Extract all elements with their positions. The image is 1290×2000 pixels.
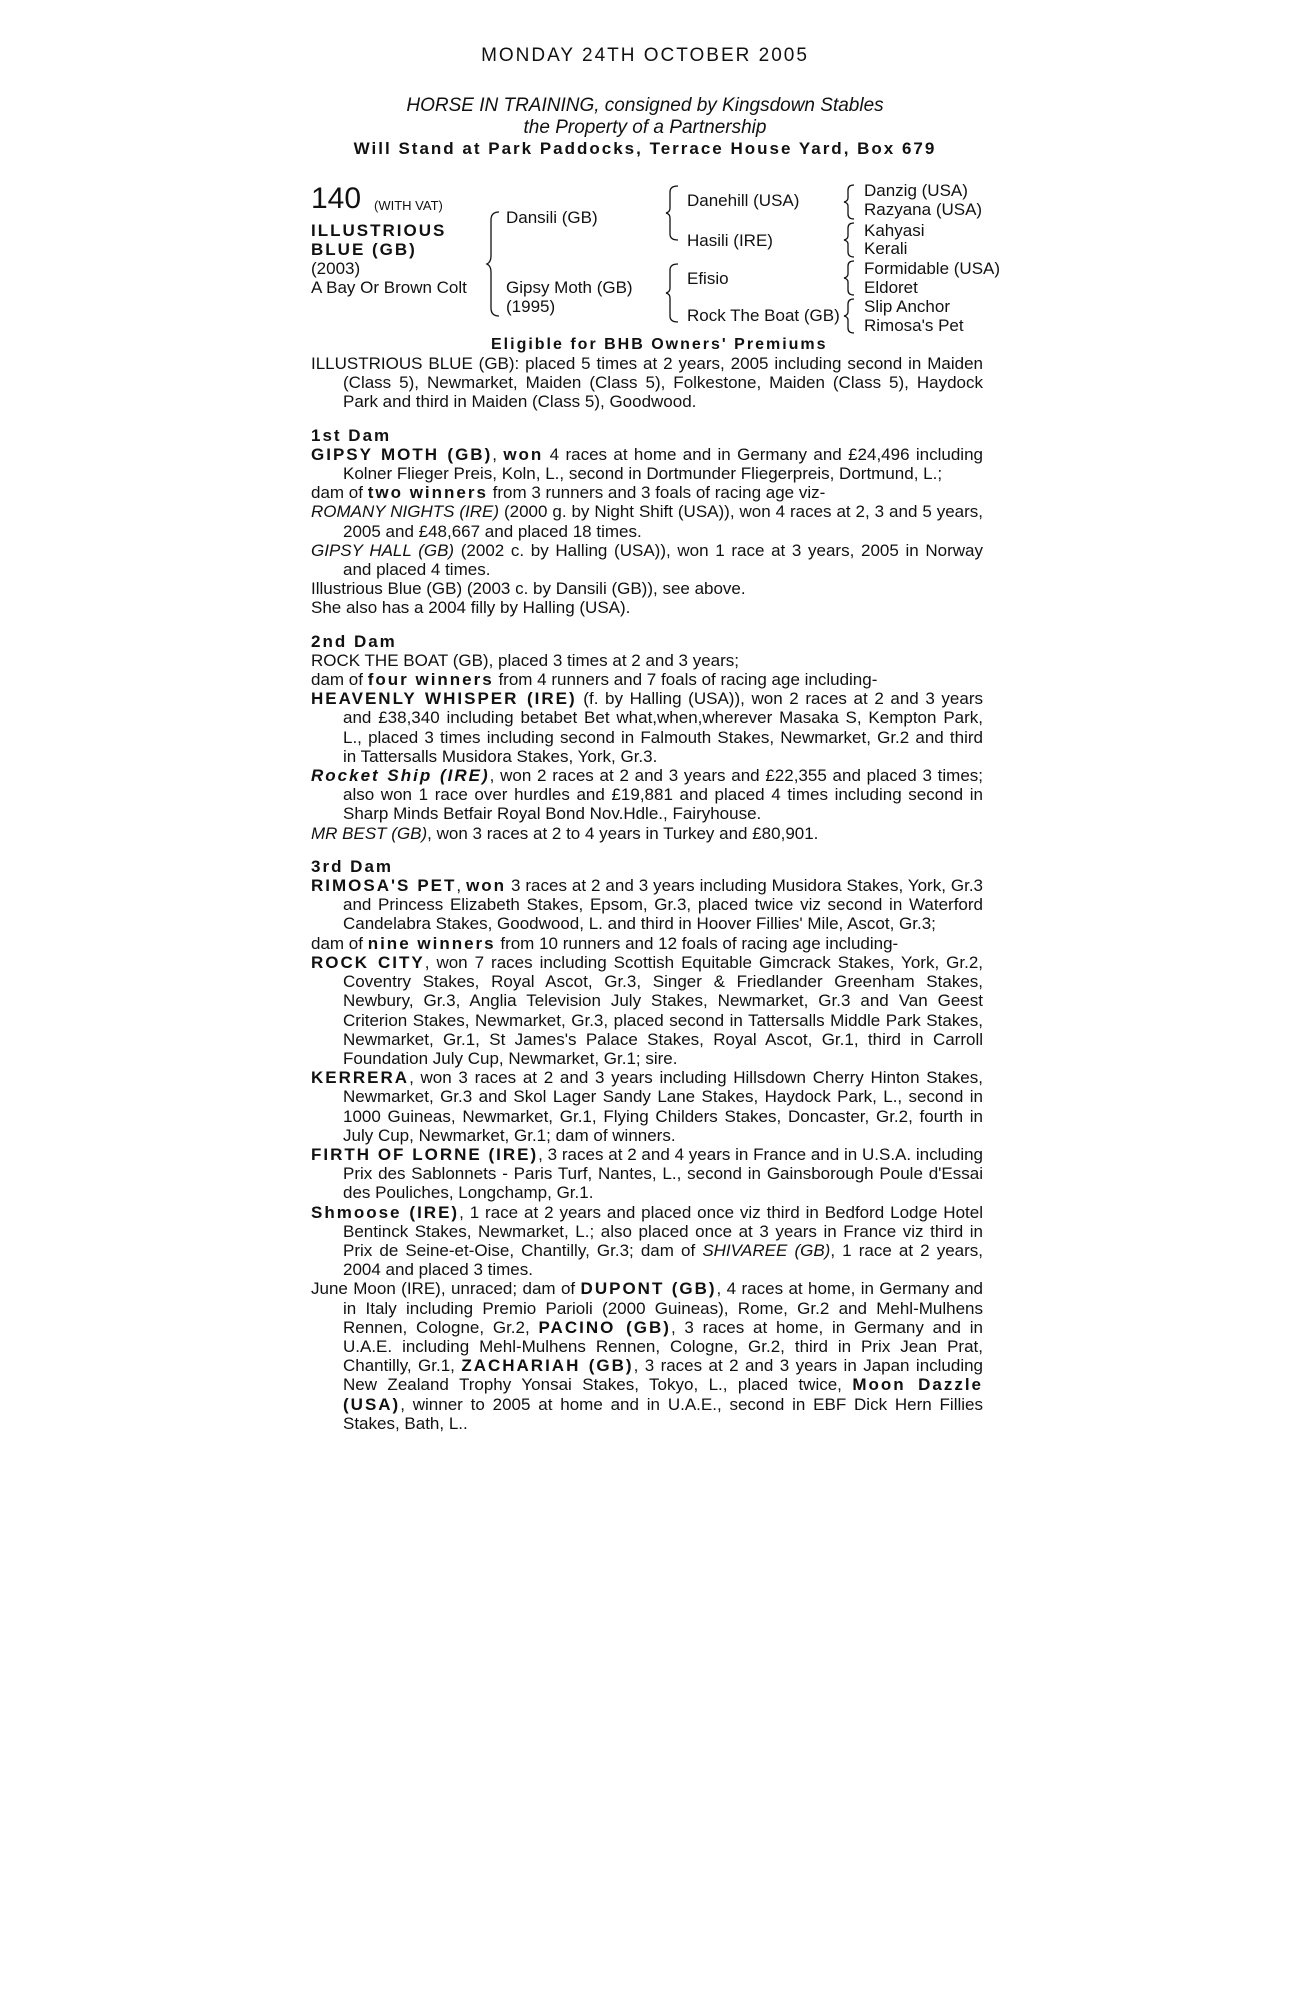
second-dam-produce-3 bbox=[311, 824, 983, 843]
dam-dam: Rock The Boat (GB) bbox=[687, 306, 840, 325]
shivaree-text: , 1 race at 2 years, 2004 and placed 3 times. bbox=[343, 1240, 984, 1280]
shmoose-name: Shmoose (IRE) bbox=[311, 1202, 460, 1222]
dam-of-pre: dam of bbox=[311, 670, 368, 690]
dupont-text: , 4 races at home, in Germany and in Italy including Premio Parioli (2000 Guineas), Rome, Gr.2 and Mehl-Mulhens Rennen, Cologne, Gr.2, bbox=[343, 1279, 983, 1337]
pedigree-body bbox=[311, 354, 983, 1433]
dam-of-pre: dam of bbox=[311, 933, 368, 953]
shmoose-text: , 1 race at 2 years and placed once viz third in Bedford Lodge Hotel Bentinck Stakes, Newmarket, L.; also placed once at 3 years in France viz third in Prix de Seine-et-Oise, Chantilly, Gr.3; dam of bbox=[343, 1202, 983, 1260]
pedigree-bracket-4 bbox=[844, 183, 856, 221]
second-dam-record: ROCK THE BOAT (GB), placed 3 times at 2 and 3 years; bbox=[311, 650, 739, 670]
moon-dazzle-text: , winner to 2005 at home and in U.A.E., second in EBF Dick Hern Fillies Stakes, Bath, L.. bbox=[343, 1394, 983, 1433]
won-label: won bbox=[466, 876, 507, 896]
rock-city-name: ROCK CITY bbox=[311, 952, 425, 972]
kerrera-entry bbox=[311, 1068, 983, 1145]
rocket-ship-text: , won 2 races at 2 and 3 years and £22,355 and placed 3 times; also won 1 race over hurdles and £19,881 and placed 4 times including second in Sharp Minds Betfair Royal Bond Nov.Hdle., Fairyhouse. bbox=[343, 766, 983, 824]
june-moon-text: June Moon (IRE), unraced; dam of bbox=[311, 1279, 581, 1299]
heavenly-whisper-name: HEAVENLY WHISPER (IRE) bbox=[311, 689, 577, 709]
firth-of-lorne-name: FIRTH OF LORNE (IRE) bbox=[311, 1144, 539, 1164]
third-dam-text: 3 races at 2 and 3 years including Musidora Stakes, York, Gr.3 and Princess Elizabeth Stakes, Epsom, Gr.3, placed twice viz second in Waterford Candelabra Stakes, Goodwood, L. and third in Hoover Fillies' Mile, Ascot, Gr.3; bbox=[343, 876, 984, 934]
sire: Dansili (GB) bbox=[506, 208, 598, 227]
first-dam-dam-of bbox=[311, 483, 983, 502]
sire-dam: Hasili (IRE) bbox=[687, 231, 773, 250]
third-dam-heading: 3rd Dam bbox=[311, 856, 394, 876]
grandsire-6: Eldoret bbox=[864, 278, 918, 297]
intro-paragraph: ILLUSTRIOUS BLUE (GB): placed 5 times at 2 years, 2005 including second in Maiden (Class 5), Newmarket, Maiden (Class 5), Folkestone, Maiden (Class 5), Haydock Park and third in Maiden (Class 5), Goodwood. bbox=[311, 354, 983, 412]
second-dam-produce-1 bbox=[311, 689, 983, 766]
third-dam-record: RIMOSA'S PET, won 3 races at 2 and 3 years including Musidora Stakes, York, Gr.3 and Princess Elizabeth Stakes, Epsom, Gr.3, placed twice viz second in Waterford Candelabra Stakes, Goodwood, L. and third in Hoover Fillies' Mile, Ascot, Gr.3; bbox=[311, 876, 984, 934]
june-moon-entry bbox=[311, 1279, 983, 1433]
second-dam-produce-2 bbox=[311, 766, 983, 824]
mr-best-text: , won 3 races at 2 to 4 years in Turkey and £80,901. bbox=[427, 823, 819, 843]
first-dam-text: 4 races at home and in Germany and £24,496 including Kolner Flieger Preis, Koln, L., second in Dortmunder Fliegerpreis, Dortmund, L.; bbox=[343, 444, 983, 484]
rock-city-entry bbox=[311, 953, 983, 1068]
produce-2-text: (2002 c. by Halling (USA)), won 1 race at 3 years, 2005 in Norway and placed 4 times. bbox=[343, 540, 983, 580]
kerrera-name: KERRERA bbox=[311, 1068, 410, 1088]
grandsire-5: Formidable (USA) bbox=[864, 259, 1001, 278]
dam-of-post: from 3 runners and 3 foals of racing age viz- bbox=[487, 483, 826, 503]
produce-1-text: (2000 g. by Night Shift (USA)), won 4 races at 2, 3 and 5 years, 2005 and £48,667 and placed 18 times. bbox=[343, 502, 983, 541]
won-label: won bbox=[503, 444, 544, 464]
produce-3-text: Illustrious Blue (GB) (2003 c. by Dansili (GB)), see above. bbox=[311, 579, 746, 599]
heavenly-whisper-text: (f. by Halling (USA)), won 2 races at 2 and 3 years and £38,340 including betabet Bet what,when,wherever Masaka S, Kempton Park, L., placed 3 times including second in Falmouth Stakes, Newmarket, Gr.2 and third in Tattersalls Musidora Stakes, York, Gr.3. bbox=[343, 689, 984, 766]
stand-line: Will Stand at Park Paddocks, Terrace House Yard, Box 679 bbox=[353, 139, 937, 158]
dam-of-post: from 4 runners and 7 foals of racing age including- bbox=[493, 670, 878, 690]
pacino-text: , 3 races at home, in Germany and in U.A.E. including Mehl-Mulhens Rennen, Cologne, Gr.2, third in Prix Jean Prat, Chantilly, Gr.1, bbox=[343, 1317, 983, 1376]
pedigree-bracket-1 bbox=[487, 210, 501, 320]
property-line: the Property of a Partnership bbox=[523, 117, 767, 138]
grandsire-3: Kahyasi bbox=[864, 221, 925, 240]
vat-note: (WITH VAT) bbox=[374, 198, 443, 213]
winners-count: four winners bbox=[367, 670, 494, 690]
horse-name-line1: ILLUSTRIOUS bbox=[311, 221, 447, 240]
produce-1-name: ROMANY NIGHTS (IRE) bbox=[311, 502, 500, 522]
grandsire-1: Danzig (USA) bbox=[864, 181, 968, 200]
pedigree-bracket-3 bbox=[666, 262, 680, 324]
eligible-note: Eligible for BHB Owners' Premiums bbox=[491, 336, 828, 353]
firth-of-lorne-entry bbox=[311, 1145, 983, 1203]
winners-count: nine winners bbox=[367, 933, 496, 953]
foaling-year: (2003) bbox=[311, 259, 361, 278]
third-dam-name: RIMOSA'S PET bbox=[311, 876, 457, 896]
zachariah-name: ZACHARIAH (GB) bbox=[461, 1356, 634, 1376]
produce-1 bbox=[311, 502, 983, 540]
mr-best-name: MR BEST (GB) bbox=[311, 823, 428, 843]
sire-sire: Danehill (USA) bbox=[687, 191, 800, 210]
dupont-name: DUPONT (GB) bbox=[580, 1279, 717, 1299]
pedigree-bracket-6 bbox=[844, 259, 856, 297]
sale-date: MONDAY 24TH OCTOBER 2005 bbox=[481, 45, 809, 66]
shivaree-name: SHIVAREE (GB) bbox=[702, 1240, 831, 1260]
second-dam-heading: 2nd Dam bbox=[311, 631, 397, 651]
shmoose-entry bbox=[311, 1203, 983, 1280]
produce-2 bbox=[311, 541, 983, 579]
second-dam-dam-of bbox=[311, 670, 983, 689]
dam-sire: Efisio bbox=[687, 269, 729, 288]
consignor-line: HORSE IN TRAINING, consigned by Kingsdown Stables bbox=[406, 95, 884, 116]
firth-of-lorne-text: , 3 races at 2 and 4 years in France and in U.S.A. including Prix des Sablonnets - Paris Turf, Nantes, L., second in Gainsborough Poule d'Essai des Pouliches, Longchamp, Gr.1. bbox=[343, 1144, 984, 1203]
grandsire-4: Kerali bbox=[864, 239, 908, 258]
kerrera-text: , won 3 races at 2 and 3 years including Hillsdown Cherry Hinton Stakes, Newmarket, Gr.3 and Skol Lager Sandy Lane Stakes, Haydock Park, L., second in 1000 Guineas, Newmarket, Gr.1, Flying Childers Stakes, Doncaster, Gr.2, fourth in July Cup, Newmarket, Gr.1; dam of winners. bbox=[343, 1068, 983, 1145]
dam-of-pre: dam of bbox=[311, 483, 368, 503]
horse-description: A Bay Or Brown Colt bbox=[311, 278, 467, 297]
pacino-name: PACINO (GB) bbox=[538, 1317, 671, 1337]
produce-2-name: GIPSY HALL (GB) bbox=[311, 540, 455, 560]
winners-count: two winners bbox=[367, 483, 488, 503]
dam: Gipsy Moth (GB) bbox=[506, 278, 633, 297]
rocket-ship-name: Rocket Ship (IRE) bbox=[311, 766, 490, 786]
dam-of-post: from 10 runners and 12 foals of racing age including- bbox=[495, 933, 899, 953]
grandsire-8: Rimosa's Pet bbox=[864, 316, 964, 335]
lot-number: 140 bbox=[311, 182, 362, 215]
pedigree-bracket-2 bbox=[666, 184, 680, 242]
moon-dazzle-name: Moon Dazzle (USA) bbox=[343, 1375, 983, 1414]
also-has: She also has a 2004 filly by Halling (USA). bbox=[311, 598, 631, 618]
first-dam-record: GIPSY MOTH (GB), won 4 races at home and in Germany and £24,496 including Kolner Flieger Preis, Koln, L., second in Dortmunder Fliegerpreis, Dortmund, L.; bbox=[311, 444, 983, 484]
first-dam-heading: 1st Dam bbox=[311, 425, 392, 445]
pedigree-bracket-7 bbox=[844, 297, 856, 335]
grandsire-7: Slip Anchor bbox=[864, 297, 950, 316]
pedigree-bracket-5 bbox=[844, 221, 856, 259]
horse-name-line2: BLUE (GB) bbox=[311, 240, 417, 259]
first-dam-name: GIPSY MOTH (GB) bbox=[311, 444, 493, 464]
rock-city-text: , won 7 races including Scottish Equitable Gimcrack Stakes, York, Gr.2, Coventry Stakes, Royal Ascot, Gr.3, Singer & Friedlander Greenham Stakes, Newbury, Gr.3, Anglia Television July Stakes, Newmarket, Gr.3 and Van Geest Criterion Stakes, Newmarket, Gr.3, placed second in Tattersalls Middle Park Stakes, Newmarket, Gr.1, St James's Palace Stakes, Royal Ascot, Gr.1, third in Carroll Foundation July Cup, Newmarket, Gr.1; sire. bbox=[343, 952, 983, 1068]
produce-3 bbox=[311, 579, 983, 598]
grandsire-2: Razyana (USA) bbox=[864, 200, 983, 219]
third-dam-dam-of bbox=[311, 934, 983, 953]
zachariah-text: , 3 races at 2 and 3 years in Japan including New Zealand Trophy Yonsai Stakes, Tokyo, L., placed twice, bbox=[343, 1356, 984, 1395]
dam-year: (1995) bbox=[506, 297, 556, 316]
